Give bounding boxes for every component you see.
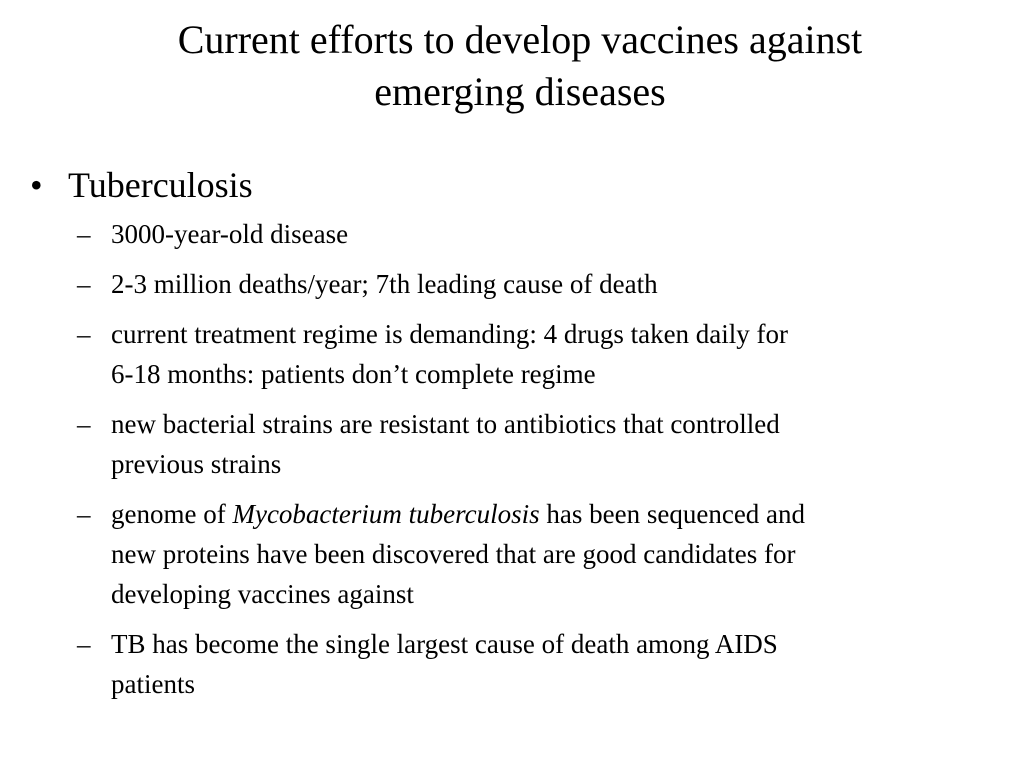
bullet-marker: •: [30, 165, 43, 205]
species-name: Mycobacterium tuberculosis: [232, 499, 540, 529]
bullet-text: Tuberculosis: [68, 165, 253, 205]
dash-marker: –: [77, 629, 91, 659]
dash-marker: –: [77, 409, 91, 439]
sub-bullet-line: 6-18 months: patients don’t complete regime: [111, 359, 596, 389]
slide-title: [60, 14, 980, 118]
bullet-tuberculosis: [30, 162, 1005, 208]
dash-marker: –: [77, 319, 91, 349]
sub-bullet-line: TB has become the single largest cause of death among AIDS: [111, 629, 778, 659]
dash-marker: –: [77, 499, 91, 529]
dash-marker: –: [77, 269, 91, 299]
sub-bullet-line: developing vaccines against: [111, 579, 414, 609]
sub-bullet-item: [30, 214, 1005, 254]
slide-title-line-1: Current efforts to develop vaccines against: [177, 17, 863, 62]
sub-bullet-line: new proteins have been discovered that are good candidates for: [111, 539, 796, 569]
sub-bullet-list: [30, 214, 1005, 704]
sub-bullet-item: [30, 264, 1005, 304]
sub-bullet-item: [30, 494, 1005, 614]
sub-bullet-item: [30, 314, 1005, 394]
sub-bullet-text-suffix: has been sequenced and: [539, 499, 806, 529]
sub-bullet-line: new bacterial strains are resistant to antibiotics that controlled: [111, 409, 780, 439]
slide-title-line-2: emerging diseases: [374, 69, 666, 114]
sub-bullet-line: patients: [111, 669, 195, 699]
slide-body: [30, 162, 1005, 714]
sub-bullet-text: 2-3 million deaths/year; 7th leading cause of death: [111, 269, 658, 299]
sub-bullet-text: 3000-year-old disease: [111, 219, 349, 249]
sub-bullet-item: [30, 404, 1005, 484]
sub-bullet-line: previous strains: [111, 449, 282, 479]
sub-bullet-line: current treatment regime is demanding: 4 drugs taken daily for: [111, 319, 789, 349]
sub-bullet-text-prefix: genome of: [111, 499, 233, 529]
sub-bullet-item: [30, 624, 1005, 704]
dash-marker: –: [77, 219, 91, 249]
